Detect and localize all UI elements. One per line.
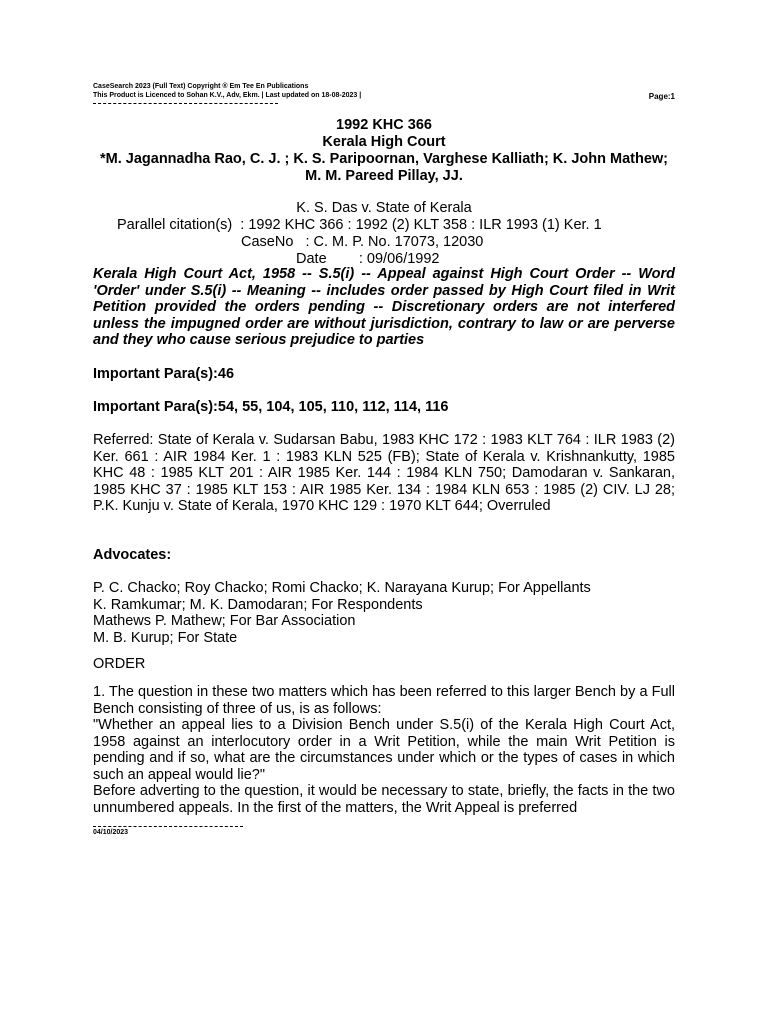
parallel-citation-row [117, 217, 677, 234]
important-paras-2: Important Para(s):54, 55, 104, 105, 110, 112, 114, 116 [93, 399, 449, 415]
header-divider [93, 103, 278, 104]
case-citation: 1992 KHC 366 [336, 117, 432, 133]
advocate-line: K. Ramkumar; M. K. Damodaran; For Respondents [93, 596, 423, 613]
paragraph-intro: 1. The question in these two matters which has been referred to this larger Bench by a Full Bench consisting of three of us, is as follows: [93, 684, 675, 717]
case-parties: K. S. Das v. State of Kerala [296, 200, 472, 216]
page-number: Page:1 [648, 92, 675, 101]
advocates-list [93, 580, 675, 646]
order-heading: ORDER [93, 656, 146, 672]
parallel-citation-value: 1992 KHC 366 : 1992 (2) KLT 358 : ILR 1993 (1) Ker. 1 [248, 217, 602, 233]
referred-question-quote: "Whether an appeal lies to a Division Bench under S.5(i) of the Kerala High Court Act, 1958 against an interlocutory order in a Writ Petition, while the main Writ Petition is pending and if so, what are the circumstances under which or the types of cases in which such an appeal would lie?" [93, 717, 675, 783]
caseno-row [117, 234, 677, 251]
advocate-line: Mathews P. Mathew; For Bar Association [93, 613, 356, 629]
footer-divider [93, 826, 243, 827]
caseno-value: C. M. P. No. 17073, 12030 [313, 234, 484, 250]
paragraph-continuation: Before adverting to the question, it would be necessary to state, briefly, the facts in the two unnumbered appeals. In the first of the matters, the Writ Appeal is preferred [93, 783, 675, 816]
caseno-label: CaseNo : [241, 234, 314, 250]
advocates-heading: Advocates: [93, 547, 172, 563]
advocate-line: M. B. Kurup; For State [93, 629, 238, 646]
bench-judges: *M. Jagannadha Rao, C. J. ; K. S. Paripoornan, Varghese Kalliath; K. John Mathew; M. M. Pareed Pillay, JJ. [99, 151, 669, 184]
order-paragraph-1 [93, 684, 675, 816]
parallel-citation-label: Parallel citation(s) : [117, 217, 249, 233]
date-value: 09/06/1992 [366, 251, 440, 267]
advocate-line: P. C. Chacko; Roy Chacko; Romi Chacko; K. Narayana Kurup; For Appellants [93, 580, 591, 596]
date-label: Date : [296, 251, 367, 267]
important-paras-1: Important Para(s):46 [93, 366, 235, 382]
header-line-1: CaseSearch 2023 (Full Text) Copyright ® Em Tee En Publications [93, 83, 309, 90]
referred-cases: Referred: State of Kerala v. Sudarsan Babu, 1983 KHC 172 : 1983 KLT 764 : ILR 1983 (2) Ker. 661 : AIR 1984 Ker. 1 : 1983 KLN 525 (FB); State of Kerala v. Krishnankutty, 1985 KHC 48 : 1985 KLT 201 : AIR 1985 Ker. 144 : 1984 KLN 750; Damodaran v. Sankaran, 1985 KHC 37 : 1985 KLT 153 : AIR 1985 Ker. 134 : 1984 KLN 653 : 1985 (2) CIV. LJ 28; P.K. Kunju v. State of Kerala, 1970 KHC 129 : 1970 KLT 644; Overruled [93, 432, 675, 514]
copyright-header [93, 83, 613, 100]
header-line-2: This Product is Licenced to Sohan K.V., Adv, Ekm. | Last updated on 18-08-2023 | [93, 91, 362, 99]
citation-details [117, 217, 677, 268]
headnote: Kerala High Court Act, 1958 -- S.5(i) -- Appeal against High Court Order -- Word 'Order' under S.5(i) -- Meaning -- includes order passed by High Court filed in Writ Petition provided the orders pending -- Discretionary orders are not interfered unless the impugned order are without jurisdiction, contrary to law or are perverse and they who cause serious prejudice to parties [93, 266, 675, 348]
footer-date: 04/10/2023 [93, 829, 129, 836]
court-name: Kerala High Court [322, 134, 446, 150]
